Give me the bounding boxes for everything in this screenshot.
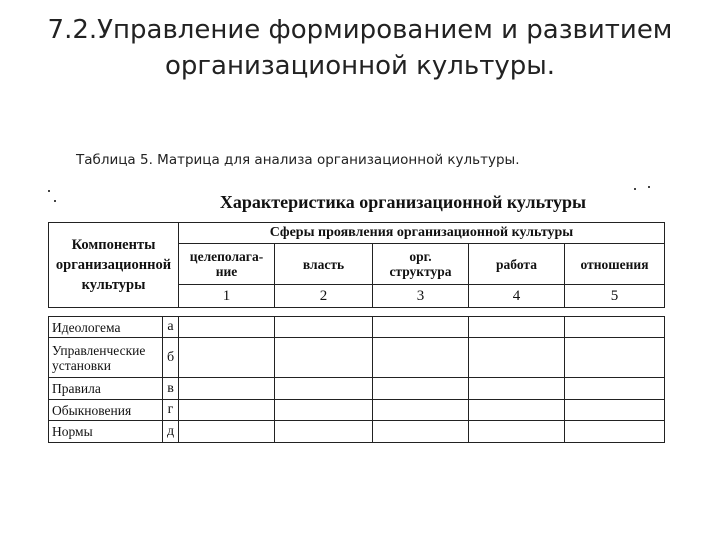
column-header-label: структура: [389, 264, 452, 279]
column-number: 1: [179, 285, 275, 308]
matrix-cell: [275, 317, 373, 338]
table-heading: Характеристика организационной культуры: [219, 192, 587, 212]
matrix-cell: [179, 338, 275, 378]
table-row: [49, 421, 665, 443]
matrix-cell: [565, 421, 665, 443]
matrix-cell: [469, 317, 565, 338]
matrix-cell: [179, 400, 275, 421]
column-header-label: работа: [496, 256, 537, 272]
matrix-cell: [179, 421, 275, 443]
matrix-cell: [373, 421, 469, 443]
column-header-org-structure: [373, 244, 469, 285]
column-header-goal-setting: [179, 244, 275, 285]
row-label: Правила: [49, 378, 163, 400]
row-letter: б: [163, 338, 179, 378]
matrix-cell: [373, 378, 469, 400]
components-header-line1: Компоненты: [71, 237, 156, 253]
slide-title: [40, 12, 680, 84]
spheres-header: Сферы проявления организационной культуры: [179, 223, 665, 244]
row-label: Обыкновения: [49, 400, 163, 421]
scan-speck: [634, 188, 636, 190]
column-number: 3: [373, 285, 469, 308]
matrix-cell: [469, 421, 565, 443]
table-caption: Таблица 5. Матрица для анализа организационной культуры.: [76, 152, 520, 168]
column-header-label: ние: [215, 264, 238, 279]
matrix-cell: [565, 378, 665, 400]
row-letter: д: [163, 421, 179, 443]
column-header-work: [469, 244, 565, 285]
matrix-cell: [275, 400, 373, 421]
culture-matrix-table: [48, 222, 665, 443]
row-label-line: Управленческие: [52, 342, 146, 358]
matrix-cell: [469, 338, 565, 378]
column-header-label: отношения: [580, 256, 649, 272]
matrix-cell: [179, 317, 275, 338]
row-label: Нормы: [49, 421, 163, 443]
matrix-cell: [565, 317, 665, 338]
matrix-cell: [179, 378, 275, 400]
column-header-power: [275, 244, 373, 285]
column-number: 4: [469, 285, 565, 308]
row-label-line: установки: [52, 357, 111, 373]
column-header-label: орг.: [409, 249, 432, 264]
scanned-table-image: [48, 186, 668, 446]
slide-title-line2: организационной культуры.: [164, 51, 556, 81]
matrix-cell: [373, 400, 469, 421]
table-spacer: [49, 308, 665, 317]
table-row: [49, 400, 665, 421]
row-letter: в: [163, 378, 179, 400]
row-label: Идеологема: [49, 317, 163, 338]
row-letter: г: [163, 400, 179, 421]
row-letter: а: [163, 317, 179, 338]
table-row: [49, 317, 665, 338]
scan-speck: [648, 186, 650, 188]
matrix-cell: [275, 421, 373, 443]
matrix-cell: [565, 400, 665, 421]
column-number: 5: [565, 285, 665, 308]
components-header-line3: культуры: [81, 277, 146, 293]
components-header-line2: организационной: [55, 257, 172, 273]
row-label: [49, 338, 163, 378]
components-header: [49, 223, 179, 308]
matrix-cell: [373, 338, 469, 378]
column-header-relations: [565, 244, 665, 285]
table-row: [49, 378, 665, 400]
column-number: 2: [275, 285, 373, 308]
table-spacer-row: [49, 308, 665, 317]
table-row: [49, 338, 665, 378]
matrix-cell: [565, 338, 665, 378]
column-header-label: целеполага-: [189, 249, 264, 264]
column-header-label: власть: [302, 256, 345, 272]
matrix-cell: [469, 378, 565, 400]
slide-title-line1: 7.2.Управление формированием и развитием: [47, 15, 673, 45]
matrix-cell: [275, 338, 373, 378]
matrix-cell: [275, 378, 373, 400]
matrix-cell: [373, 317, 469, 338]
matrix-cell: [469, 400, 565, 421]
